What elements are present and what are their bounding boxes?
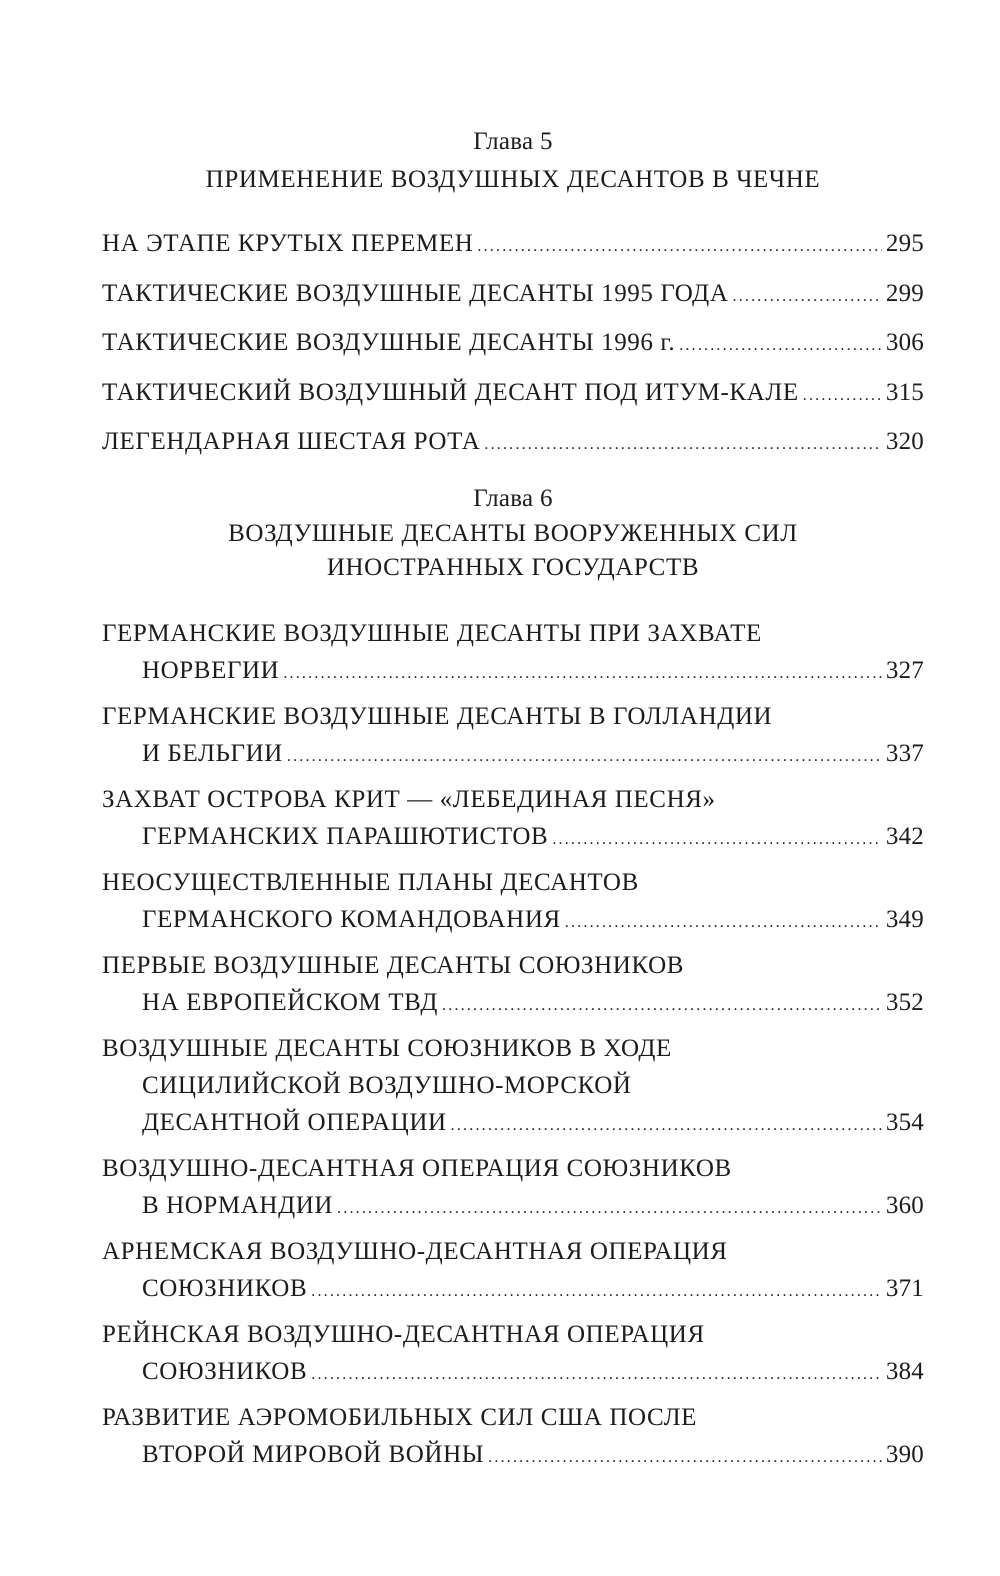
dot-leader	[283, 666, 882, 682]
dot-leader	[552, 832, 882, 848]
dot-leader	[488, 1450, 882, 1466]
dot-leader	[803, 388, 882, 404]
toc-page-number: 384	[885, 1358, 924, 1385]
dot-leader	[287, 749, 882, 765]
toc-entry-title: РЕЙНСКАЯ ВОЗДУШНО-ДЕСАНТНАЯ ОПЕРАЦИЯ	[102, 1321, 705, 1348]
toc-page-number: 360	[885, 1192, 924, 1219]
dot-leader	[311, 1367, 882, 1383]
dot-leader	[311, 1284, 882, 1300]
dot-leader	[679, 338, 882, 354]
toc-entry-title: В НОРМАНДИИ	[142, 1192, 334, 1219]
toc-entry-title: НЕОСУЩЕСТВЛЕННЫЕ ПЛАНЫ ДЕСАНТОВ	[102, 869, 639, 896]
toc-page-number: 299	[885, 280, 924, 307]
toc-entry[interactable]	[102, 947, 924, 1021]
toc-entry[interactable]	[102, 423, 924, 460]
toc-page-number: 337	[885, 740, 924, 767]
toc-entry-title: ТАКТИЧЕСКИЕ ВОЗДУШНЫЕ ДЕСАНТЫ 1995 ГОДА	[102, 280, 729, 307]
dot-leader	[477, 239, 881, 255]
chapter-5-title: ПРИМЕНЕНИЕ ВОЗДУШНЫХ ДЕСАНТОВ В ЧЕЧНЕ	[205, 166, 821, 193]
toc-entry-title: РАЗВИТИЕ АЭРОМОБИЛЬНЫХ СИЛ США ПОСЛЕ	[102, 1404, 698, 1431]
toc-entry-title: ГЕРМАНСКОГО КОМАНДОВАНИЯ	[142, 906, 561, 933]
dot-leader	[451, 1118, 882, 1134]
toc-entry-title: ВОЗДУШНО-ДЕСАНТНАЯ ОПЕРАЦИЯ СОЮЗНИКОВ	[102, 1155, 732, 1182]
toc-page-number: 342	[885, 823, 924, 850]
dot-leader	[565, 915, 882, 931]
toc-page-number: 354	[885, 1109, 924, 1136]
toc-page-number: 390	[885, 1441, 924, 1468]
toc-entry[interactable]	[102, 275, 924, 312]
chapter-6-title-line-2: ИНОСТРАННЫХ ГОСУДАРСТВ	[326, 554, 700, 581]
toc-page-number: 295	[885, 230, 924, 257]
toc-entry-title: СОЮЗНИКОВ	[142, 1275, 308, 1302]
toc-entry-title: НА ЕВРОПЕЙСКОМ ТВД	[142, 989, 439, 1016]
toc-page-number: 352	[885, 989, 924, 1016]
toc-entry[interactable]	[102, 324, 924, 361]
toc-entry-title: ГЕРМАНСКИЕ ВОЗДУШНЫЕ ДЕСАНТЫ ПРИ ЗАХВАТЕ	[102, 620, 762, 647]
toc-entry[interactable]	[102, 1030, 924, 1141]
toc-entry-title: НОРВЕГИИ	[142, 657, 280, 684]
toc-entry-title: ЛЕГЕНДАРНАЯ ШЕСТАЯ РОТА	[102, 428, 481, 455]
toc-entry[interactable]	[102, 1233, 924, 1307]
toc-entry-title: АРНЕМСКАЯ ВОЗДУШНО-ДЕСАНТНАЯ ОПЕРАЦИЯ	[102, 1238, 728, 1265]
toc-entry-title: ГЕРМАНСКИХ ПАРАШЮТИСТОВ	[142, 823, 549, 850]
toc-page-number: 371	[885, 1275, 924, 1302]
toc-entry-title: ПЕРВЫЕ ВОЗДУШНЫЕ ДЕСАНТЫ СОЮЗНИКОВ	[102, 952, 685, 979]
toc-entry-title: ТАКТИЧЕСКИЕ ВОЗДУШНЫЕ ДЕСАНТЫ 1996 г.	[102, 329, 676, 356]
toc-entry[interactable]	[102, 1399, 924, 1473]
toc-entry[interactable]	[102, 781, 924, 855]
toc-entry[interactable]	[102, 225, 924, 262]
dot-leader	[337, 1201, 882, 1217]
toc-entry[interactable]	[102, 1316, 924, 1390]
dot-leader	[733, 289, 882, 305]
toc-entry-title: СИЦИЛИЙСКОЙ ВОЗДУШНО-МОРСКОЙ	[142, 1072, 632, 1099]
toc-entry[interactable]	[102, 698, 924, 772]
toc-entry-title: ГЕРМАНСКИЕ ВОЗДУШНЫЕ ДЕСАНТЫ В ГОЛЛАНДИИ	[102, 703, 773, 730]
toc-entry[interactable]	[102, 374, 924, 411]
toc-entry-title: СОЮЗНИКОВ	[142, 1358, 308, 1385]
toc-entry-title: ТАКТИЧЕСКИЙ ВОЗДУШНЫЙ ДЕСАНТ ПОД ИТУМ-КАЛЕ	[102, 379, 799, 406]
toc-entry-title: ДЕСАНТНОЙ ОПЕРАЦИИ	[142, 1109, 447, 1136]
toc-entry-title: ВОЗДУШНЫЕ ДЕСАНТЫ СОЮЗНИКОВ В ХОДЕ	[102, 1035, 672, 1062]
toc-entry[interactable]	[102, 1150, 924, 1224]
toc-entry[interactable]	[102, 615, 924, 689]
dot-leader	[484, 437, 882, 453]
toc-entry-title: ЗАХВАТ ОСТРОВА КРИТ — «ЛЕБЕДИНАЯ ПЕСНЯ»	[102, 786, 716, 813]
toc-page-number: 320	[885, 428, 924, 455]
toc-entry-title: НА ЭТАПЕ КРУТЫХ ПЕРЕМЕН	[102, 230, 474, 257]
toc-page-number: 327	[885, 657, 924, 684]
chapter-6-title-line-1: ВОЗДУШНЫЕ ДЕСАНТЫ ВООРУЖЕННЫХ СИЛ	[228, 520, 798, 547]
toc-entry-title: ВТОРОЙ МИРОВОЙ ВОЙНЫ	[142, 1441, 485, 1468]
toc-page-number: 349	[885, 906, 924, 933]
toc-entry[interactable]	[102, 864, 924, 938]
chapter-5-label: Глава 5	[473, 128, 553, 155]
toc-entry-title: И БЕЛЬГИИ	[142, 740, 283, 767]
toc-page-number: 315	[885, 379, 924, 406]
dot-leader	[442, 998, 882, 1014]
chapter-6-label: Глава 6	[473, 485, 553, 512]
toc-page-number: 306	[885, 329, 924, 356]
